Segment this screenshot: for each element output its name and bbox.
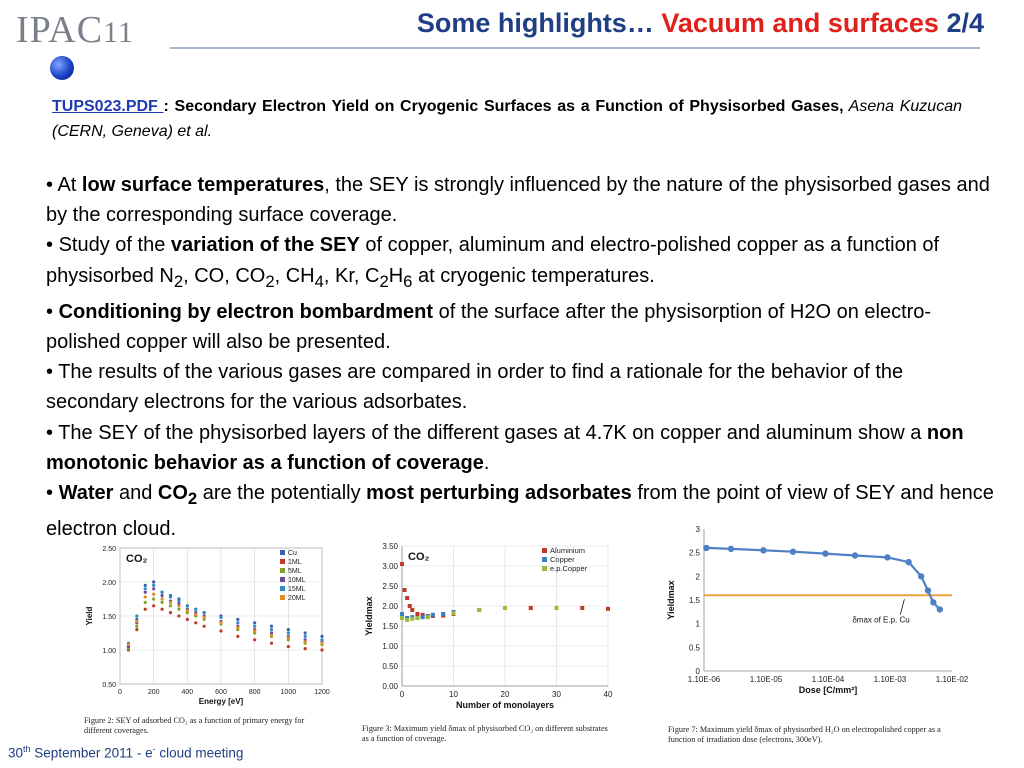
x-tick-label: 1.10E-05 <box>749 675 783 684</box>
data-point <box>905 559 911 565</box>
y-tick-label: 0.5 <box>688 643 700 653</box>
legend-label: e.p.Copper <box>550 564 588 573</box>
data-point <box>219 629 222 632</box>
annotation-label: δmax of E.p. Cu <box>852 615 910 625</box>
data-point <box>160 601 163 604</box>
y-tick-label: 1.00 <box>382 642 398 651</box>
paper-link[interactable]: TUPS023.PDF <box>52 98 164 115</box>
figure-sey-energy <box>80 540 328 740</box>
data-point <box>152 587 155 590</box>
y-tick-label: 0.50 <box>382 662 398 671</box>
data-point <box>580 606 584 610</box>
data-point <box>194 608 197 611</box>
figure-caption: Figure 7: Maximum yield δmax of physisorbed H₂O on electropolished copper as a function of irradiation dose (electrons, 300eV). <box>668 725 941 744</box>
y-tick-label: 2.00 <box>102 580 116 587</box>
legend-label: Cu <box>288 550 297 557</box>
x-tick-label: 400 <box>181 689 194 696</box>
data-point <box>270 633 273 636</box>
bullet-item: • At low surface temperatures, the SEY is strongly influenced by the nature of the physisorbed gases and by the corresponding surface coverage. <box>46 174 990 227</box>
series-line <box>706 548 940 610</box>
bullet-item: • Conditioning by electron bombardment of the surface after the physisorption of H2O on electro-polished copper will also be presented. <box>46 300 932 354</box>
data-point <box>852 552 858 558</box>
y-tick-label: 1 <box>695 619 700 629</box>
figure-yield-monolayers <box>360 540 615 750</box>
data-point <box>405 618 409 622</box>
x-tick-label: 200 <box>147 689 160 696</box>
data-point <box>287 636 290 639</box>
legend-swatch <box>542 548 547 553</box>
figure-caption: Figure 3: Maximum yield δmax of physisorbed CO₂ on different substrates as a function of coverage. <box>362 724 608 743</box>
y-tick-label: 1.00 <box>102 648 116 655</box>
data-point <box>287 631 290 634</box>
data-point <box>703 545 709 551</box>
data-point <box>320 635 323 638</box>
x-tick-label: 0 <box>118 689 122 696</box>
y-tick-label: 1.50 <box>102 614 116 621</box>
data-point <box>194 613 197 616</box>
x-tick-label: 1.10E-02 <box>935 675 969 684</box>
legend-swatch <box>280 577 285 582</box>
ipac11-logo <box>8 6 158 86</box>
data-point <box>405 596 409 600</box>
data-point <box>452 611 456 615</box>
data-point <box>426 615 430 619</box>
x-tick-label: 1.10E-03 <box>873 675 907 684</box>
legend-swatch <box>280 586 285 591</box>
chart-title: CO₂ <box>408 551 430 563</box>
x-axis-label: Dose [C/mm²] <box>798 685 858 695</box>
data-point <box>270 625 273 628</box>
logo-globe-icon <box>50 56 74 80</box>
data-point <box>937 606 943 612</box>
data-point <box>152 593 155 596</box>
data-point <box>415 612 419 616</box>
data-point <box>219 621 222 624</box>
data-point <box>236 618 239 621</box>
x-tick-label: 800 <box>248 689 261 696</box>
data-point <box>152 597 155 600</box>
data-point <box>320 642 323 645</box>
y-tick-label: 3 <box>695 525 700 534</box>
paper-reference: TUPS023.PDF : Secondary Electron Yield on Cryogenic Surfaces as a Function of Physisorbed Gases, Asena Kuzucan (CERN, Geneva) et al. <box>52 98 963 140</box>
data-point <box>606 607 610 611</box>
data-point <box>144 608 147 611</box>
y-axis-label: Yieldmax <box>666 580 676 620</box>
chart-title: CO₂ <box>126 553 148 565</box>
data-point <box>304 647 307 650</box>
data-point <box>287 645 290 648</box>
chart-yield-vs-monolayers <box>360 540 615 722</box>
legend-swatch <box>280 559 285 564</box>
data-point <box>177 614 180 617</box>
data-point <box>925 587 931 593</box>
data-point <box>135 625 138 628</box>
data-point <box>152 604 155 607</box>
bullet-list <box>46 170 994 544</box>
data-point <box>236 626 239 629</box>
y-tick-label: 2.50 <box>102 546 116 553</box>
data-point <box>160 597 163 600</box>
data-point <box>177 599 180 602</box>
legend-label: 15ML <box>288 586 306 593</box>
x-tick-label: 1000 <box>280 689 297 696</box>
data-point <box>127 643 130 646</box>
data-point <box>152 584 155 587</box>
x-tick-label: 1.10E-04 <box>811 675 845 684</box>
x-tick-label: 30 <box>552 690 561 699</box>
legend-swatch <box>280 595 285 600</box>
data-point <box>135 614 138 617</box>
data-point <box>169 611 172 614</box>
data-point <box>555 606 559 610</box>
data-point <box>203 625 206 628</box>
data-point <box>144 601 147 604</box>
data-point <box>186 604 189 607</box>
legend-swatch <box>280 568 285 573</box>
data-point <box>270 642 273 645</box>
data-point <box>135 628 138 631</box>
y-tick-label: 1.5 <box>688 596 700 605</box>
x-axis-label: Energy [eV] <box>198 697 244 706</box>
x-tick-label: 0 <box>399 690 405 699</box>
data-point <box>194 621 197 624</box>
y-tick-label: 2.50 <box>382 582 398 591</box>
data-point <box>410 608 414 612</box>
data-point <box>400 612 404 616</box>
y-tick-label: 3.00 <box>382 562 398 571</box>
y-tick-label: 3.50 <box>382 542 398 551</box>
data-point <box>169 604 172 607</box>
bullet-item: • The results of the various gases are compared in order to find a rationale for the behavior of the secondary electrons for the various adsorbates. <box>46 361 904 414</box>
data-point <box>253 629 256 632</box>
data-point <box>144 595 147 598</box>
x-tick-label: 40 <box>603 690 613 699</box>
data-point <box>304 640 307 643</box>
data-point <box>177 608 180 611</box>
data-point <box>410 617 414 621</box>
data-point <box>304 631 307 634</box>
annotation-arrow <box>900 599 904 614</box>
bullet-item: • The SEY of the physisorbed layers of the different gases at 4.7K on copper and aluminum show a non monotonic behavior as a function of coverage. <box>46 421 964 474</box>
data-point <box>219 616 222 619</box>
y-tick-label: 2.00 <box>382 602 398 611</box>
legend-label: Copper <box>550 555 575 564</box>
slide-footer: 30th September 2011 - e- cloud meeting <box>8 744 244 761</box>
data-point <box>728 546 734 552</box>
data-point <box>169 601 172 604</box>
chart-sey-vs-energy <box>80 540 328 715</box>
data-point <box>203 616 206 619</box>
x-tick-label: 600 <box>215 689 227 696</box>
legend-swatch <box>542 566 547 571</box>
y-tick-label: 2 <box>695 572 700 582</box>
data-point <box>186 618 189 621</box>
x-tick-label: 10 <box>449 690 458 699</box>
x-tick-label: 1200 <box>314 689 330 696</box>
data-point <box>253 621 256 624</box>
chart-yield-vs-dose <box>662 515 969 723</box>
figure-caption: Figure 2: SEY of adsorbed CO₂ as a function of primary energy for different coverages. <box>84 716 305 735</box>
data-point <box>135 620 138 623</box>
data-point <box>421 615 425 619</box>
data-point <box>930 599 936 605</box>
legend-label: 1ML <box>288 559 302 566</box>
paper-authors: Asena Kuzucan (CERN, Geneva) et al. <box>52 98 963 140</box>
data-point <box>287 628 290 631</box>
data-point <box>177 604 180 607</box>
bullet-item: • Water and $CO_2$ are the potentially most perturbing adsorbates from the point of view of SEY and hence electron cloud. <box>46 482 994 541</box>
y-axis-label: Yield <box>85 606 94 626</box>
data-point <box>160 591 163 594</box>
data-point <box>503 606 507 610</box>
y-axis-label: Yieldmax <box>364 596 374 636</box>
data-point <box>236 635 239 638</box>
x-axis-label: Number of monolayers <box>455 700 555 710</box>
data-point <box>790 549 796 555</box>
legend-label: 10ML <box>288 577 306 584</box>
data-point <box>203 611 206 614</box>
legend-label: 5ML <box>288 568 302 575</box>
figure-yield-dose <box>662 515 969 765</box>
data-point <box>529 606 533 610</box>
data-point <box>431 613 435 617</box>
slide-title: Some highlights… Vacuum and surfaces 2/4 <box>416 8 984 38</box>
data-point <box>270 628 273 631</box>
data-point <box>320 648 323 651</box>
y-tick-label: 1.50 <box>382 622 398 631</box>
data-point <box>884 554 890 560</box>
data-point <box>408 604 412 608</box>
x-tick-label: 20 <box>500 690 510 699</box>
legend-label: Aluminium <box>550 546 586 555</box>
data-point <box>253 625 256 628</box>
data-point <box>144 591 147 594</box>
x-tick-label: 1.10E-06 <box>687 675 721 684</box>
data-point <box>822 550 828 556</box>
data-point <box>144 587 147 590</box>
data-point <box>400 562 404 566</box>
logo-text: IPAC11 <box>16 9 134 51</box>
y-tick-label: 0.50 <box>102 682 116 689</box>
data-point <box>152 580 155 583</box>
data-point <box>477 608 481 612</box>
data-point <box>144 584 147 587</box>
data-point <box>320 638 323 641</box>
y-tick-label: 0 <box>695 667 700 676</box>
data-point <box>169 595 172 598</box>
bullet-item: • Study of the variation of the SEY of copper, aluminum and electro-polished copper as a function of physisorbed $N_2$, CO, $CO_2$, $CH_4$, Kr, $C_2H_6$ at cryogenic temperatures. <box>46 234 940 291</box>
data-point <box>403 588 407 592</box>
legend-label: 20ML <box>288 595 306 602</box>
data-point <box>760 547 766 553</box>
legend-swatch <box>542 557 547 562</box>
title-divider <box>170 47 980 49</box>
data-point <box>415 616 419 620</box>
data-point <box>186 609 189 612</box>
data-point <box>304 635 307 638</box>
y-tick-label: 0.00 <box>382 682 398 691</box>
data-point <box>441 612 445 616</box>
data-point <box>160 594 163 597</box>
data-point <box>918 573 924 579</box>
legend-swatch <box>280 550 285 555</box>
data-point <box>400 616 404 620</box>
data-point <box>160 608 163 611</box>
y-tick-label: 2.5 <box>688 548 700 558</box>
paper-title: Secondary Electron Yield on Cryogenic Surfaces as a Function of Physisorbed Gases, <box>174 98 844 115</box>
data-point <box>236 621 239 624</box>
data-point <box>253 638 256 641</box>
